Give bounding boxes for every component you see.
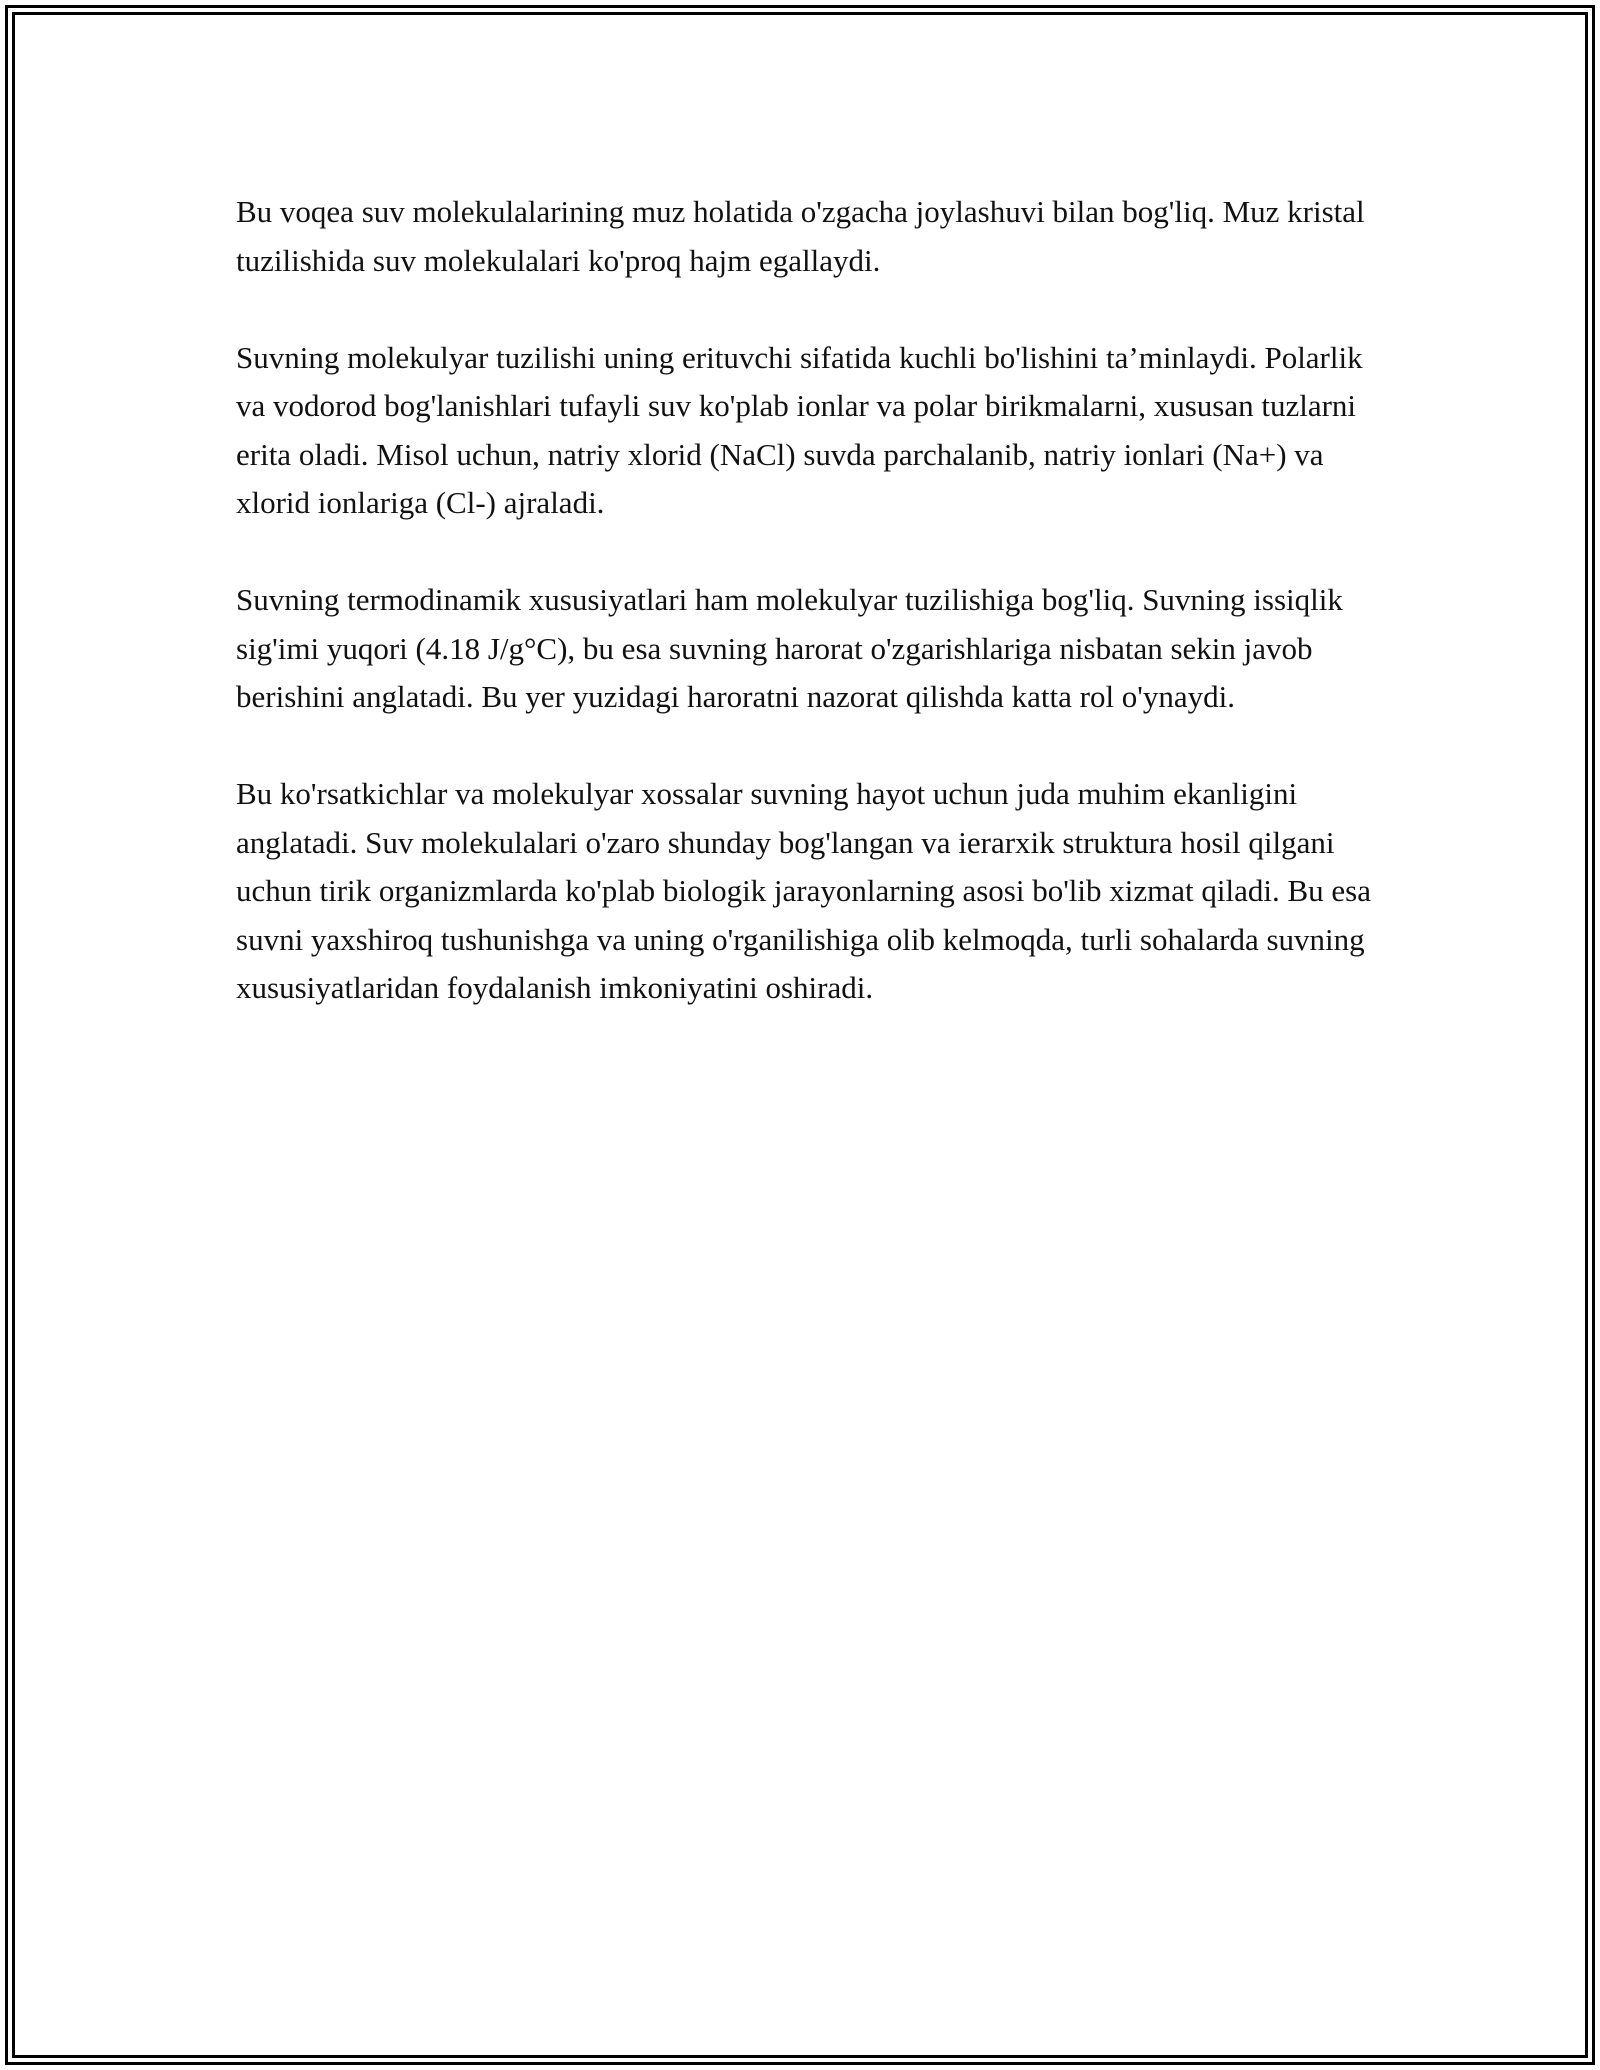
paragraph-3: Suvning termodinamik xususiyatlari ham molekulyar tuzilishiga bog'liq. Suvning issiqlik sig'imi yuqori (4.18 J/g°C), bu esa suvning harorat o'zgarishlariga nisbatan sekin javob berishini anglatadi. Bu yer yuzidagi haroratni nazorat qilishda katta rol o'ynaydi. — [236, 582, 1343, 714]
paragraph-1: Bu voqea suv molekulalarining muz holatida o'zgacha joylashuvi bilan bog'liq. Muz kristal tuzilishida suv molekulalari ko'proq hajm egallaydi. — [236, 194, 1365, 278]
paragraph-4: Bu ko'rsatkichlar va molekulyar xossalar suvning hayot uchun juda muhim ekanligini anglatadi. Suv molekulalari o'zaro shunday bog'langan va ierarxik struktura hosil qilgani uchun tirik organizmlarda ko'plab biologik jarayonlarning asosi bo'lib xizmat qiladi. Bu esa suvni yaxshiroq tushunishga va uning o'rganilishiga olib kelmoqda, turli sohalarda suvning xususiyatlaridan foydalanish imkoniyatini oshiradi. — [236, 776, 1371, 1005]
paragraph-2: Suvning molekulyar tuzilishi uning erituvchi sifatida kuchli bo'lishini ta’minlaydi. Polarlik va vodorod bog'lanishlari tufayli suv ko'plab ionlar va polar birikmalarni, xususan tuzlarni erita oladi. Misol uchun, natriy xlorid (NaCl) suvda parchalanib, natriy ionlari (Na+) va xlorid ionlariga (Cl-) ajraladi. — [236, 339, 1363, 520]
document-body — [236, 188, 1376, 1061]
